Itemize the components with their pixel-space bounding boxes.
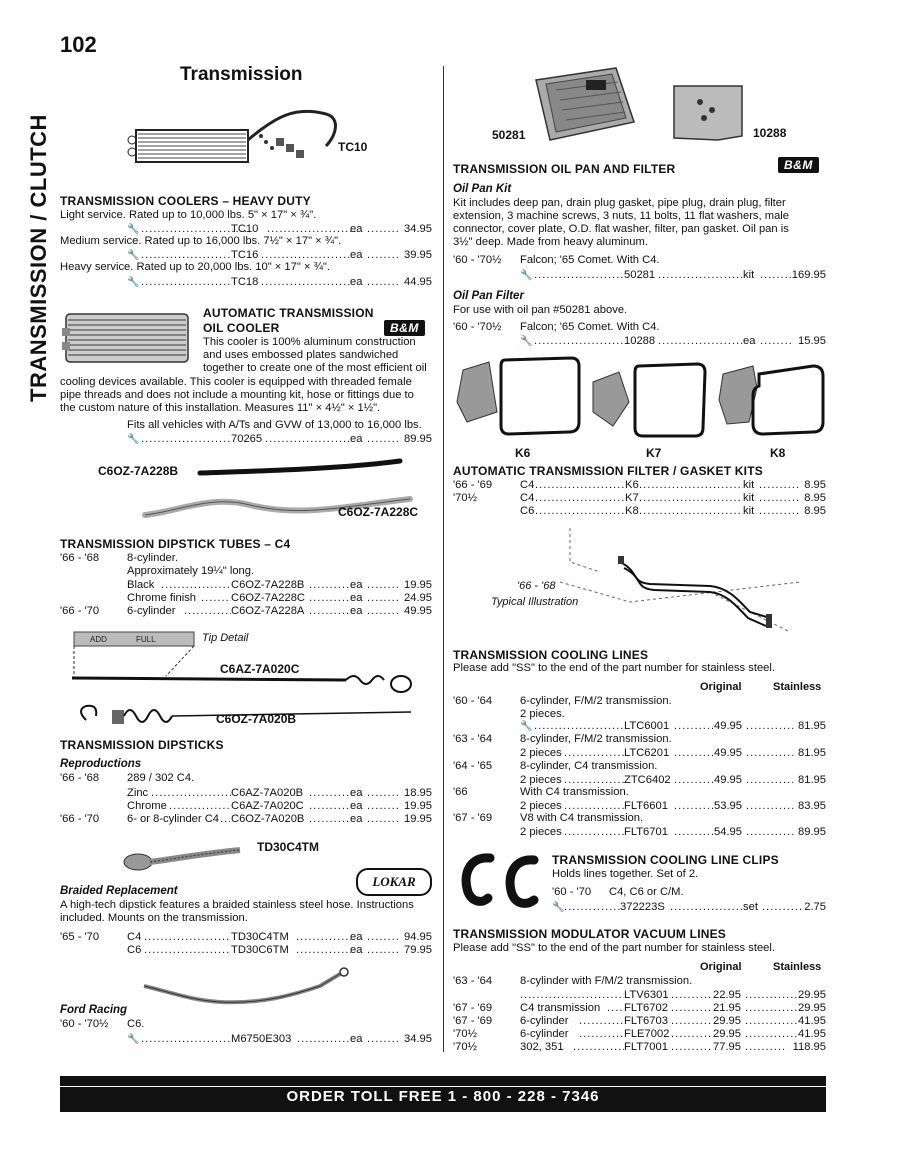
oil-cooler-fits: Fits all vehicles with A/Ts and GVW of 13,000 to 16,000 lbs.: [127, 419, 422, 431]
price-row: '67 - '69 C4 transmission ..... FLT6702 ..... 21.95 ..... 29.95: [453, 1001, 826, 1015]
price-row: Black ..... C6OZ-7A228B ..... ea ..... 19.95: [127, 578, 432, 592]
label-tc10: TC10: [338, 140, 368, 154]
desc: 8-cylinder with F/M/2 transmission.: [520, 975, 693, 987]
year: '67 - '69: [453, 812, 493, 824]
year: '60 - '70½: [453, 321, 502, 333]
svg-text:ADD: ADD: [90, 635, 107, 644]
label-10288: 10288: [753, 126, 787, 140]
oil-pan-illustration: [526, 60, 636, 148]
price-row: '70½ 6-cylinder ..... FLE7002 ..... 29.95 ..... 41.95: [453, 1027, 826, 1041]
sidebar-title: TRANSMISSION / CLUTCH: [26, 114, 51, 402]
typical-illustration-label: Typical Illustration: [491, 596, 579, 608]
price-row: '70½ C4 ..... K7 ..... kit ..... 8.95: [453, 491, 826, 505]
desc: 289 / 302 C4.: [127, 772, 195, 784]
dipstick-tubes-heading: TRANSMISSION DIPSTICK TUBES – C4: [60, 537, 291, 551]
modulator-note: Please add "SS" to the end of the part number for stainless steel.: [453, 942, 776, 954]
clips-desc: Holds lines together. Set of 2.: [552, 868, 699, 880]
price-row: C6 ..... K8 ..... kit ..... 8.95: [453, 504, 826, 518]
lokar-logo: LOKAR: [356, 868, 432, 896]
oil-cooler-line-1: This cooler is 100% aluminum construction: [203, 336, 416, 348]
bm-logo: B&M: [778, 157, 819, 173]
desc: Falcon; '65 Comet. With C4.: [520, 254, 660, 266]
oil-cooler-heading-1: AUTOMATIC TRANSMISSION: [203, 306, 374, 320]
label-k6: K6: [515, 446, 531, 460]
cooler-desc-2: Medium service. Rated up to 16,000 lbs. 7½" × 17" × ¾".: [60, 235, 342, 247]
price-row: '66 - '70 6-cylinder ..... C6OZ-7A228A ..... ea ..... 49.95: [60, 604, 432, 618]
col-stainless: Stainless: [773, 961, 822, 973]
desc: C6.: [127, 1018, 145, 1030]
price-row: 🔧 ..... 70265 ..... ea ..... 89.95: [127, 432, 432, 446]
oil-pan-kit-subheading: Oil Pan Kit: [453, 183, 512, 195]
oil-cooler-illustration: [60, 306, 195, 372]
year: '63 - '64: [453, 975, 493, 987]
cooling-lines-illustration: [540, 522, 820, 642]
oil-pan-heading: TRANSMISSION OIL PAN AND FILTER: [453, 162, 676, 176]
oil-filter-illustration: [668, 80, 748, 144]
price-row: 🔧 ..... 50281 ..... kit ..... 169.95: [520, 268, 826, 282]
clips-heading: TRANSMISSION COOLING LINE CLIPS: [552, 853, 779, 867]
year: '66 - '68: [60, 772, 100, 784]
oil-cooler-line-3: together to create one of the most efficient oil: [203, 362, 427, 374]
desc: C4, C6 or C/M.: [609, 886, 684, 898]
label-k8: K8: [770, 446, 786, 460]
price-row: '70½ 302, 351 ..... FLT7001 ..... 77.95 ..... 118.95: [453, 1040, 826, 1054]
oil-pan-filter-subheading: Oil Pan Filter: [453, 290, 524, 302]
label-c6oz-7a020b: C6OZ-7A020B: [216, 712, 297, 726]
desc: 6-cylinder, F/M/2 transmission.: [520, 695, 672, 707]
cooler-desc-1: Light service. Rated up to 10,000 lbs. 5" × 17" × ¾".: [60, 209, 317, 221]
price-row: 2 pieces ..... LTC6201 ..... 49.95 ..... 81.95: [520, 746, 826, 760]
year: '66: [453, 786, 468, 798]
price-row: Zinc ..... C6AZ-7A020B ..... ea ..... 18.95: [127, 786, 432, 800]
price-row: 🔧 ..... 372223S ..... set ..... 2.75: [552, 900, 826, 914]
label-tip-detail: Tip Detail: [202, 632, 249, 644]
label-50281: 50281: [492, 128, 526, 142]
price-row: 🔧 ..... TC16 ..... ea ..... 39.95: [127, 248, 432, 262]
cooling-lines-note: Please add "SS" to the end of the part number for stainless steel.: [453, 662, 776, 674]
oil-cooler-heading-2: OIL COOLER: [203, 321, 280, 335]
filter-gasket-kits-illustration: [453, 352, 831, 444]
coolers-heading: TRANSMISSION COOLERS – HEAVY DUTY: [60, 194, 311, 208]
svg-text:FULL: FULL: [136, 635, 156, 644]
price-row: '67 - '69 6-cylinder ..... FLT6703 ..... 29.95 ..... 41.95: [453, 1014, 826, 1028]
price-row: ..... LTV6301 ..... 22.95 ..... 29.95: [453, 988, 826, 1002]
tool-icon: 🔧: [552, 902, 565, 913]
ford-racing-subheading: Ford Racing: [60, 1004, 128, 1016]
desc: V8 with C4 transmission.: [520, 812, 644, 824]
price-row: Chrome ..... C6AZ-7A020C ..... ea ..... 19.95: [127, 799, 432, 813]
col-stainless: Stainless: [773, 681, 822, 693]
reproductions-subheading: Reproductions: [60, 758, 142, 770]
cooling-line-clips-illustration: [456, 848, 546, 912]
tool-icon: 🔧: [520, 270, 533, 281]
oil-pan-desc-3: connector, cover plate, O.D. flat washer, filter, pan gasket. Oil pan is: [453, 223, 789, 235]
order-toll-free: ORDER TOLL FREE 1 - 800 - 228 - 7346: [286, 1088, 600, 1105]
price-row: 🔧 ..... M6750E303 ..... ea ..... 34.95: [127, 1032, 432, 1046]
price-row: 🔧 ..... LTC6001 ..... 49.95 ..... 81.95: [520, 719, 826, 733]
tool-icon: 🔧: [520, 336, 533, 347]
page-number: 102: [60, 32, 97, 57]
year: '63 - '64: [453, 733, 493, 745]
oil-cooler-line-4: cooling devices available. This cooler is equipped with threaded female: [60, 376, 412, 388]
oil-cooler-line-2: and uses embossed plates sandwiched: [203, 349, 399, 361]
oil-pan-desc-4: 3½" deep. Made from heavy aluminum.: [453, 236, 648, 248]
label-td30c4tm: TD30C4TM: [257, 840, 320, 854]
braided-desc-2: included. Mounts on the transmission.: [60, 912, 248, 924]
cooler-desc-3: Heavy service. Rated up to 20,000 lbs. 10" × 17" × ¾".: [60, 261, 331, 273]
braided-subheading: Braided Replacement: [60, 885, 178, 897]
price-row: '66 - '70 6- or 8-cylinder C4 ..... C6OZ-7A020B ..... ea ..... 19.95: [60, 812, 432, 826]
desc: With C4 transmission.: [520, 786, 629, 798]
dipsticks-heading: TRANSMISSION DIPSTICKS: [60, 738, 224, 752]
tool-icon: 🔧: [127, 277, 140, 288]
label-c6oz-7a228c: C6OZ-7A228C: [338, 505, 419, 519]
tool-icon: 🔧: [127, 434, 140, 445]
modulator-heading: TRANSMISSION MODULATOR VACUUM LINES: [453, 927, 726, 941]
year: '60 - '70½: [60, 1018, 109, 1030]
price-row: 🔧 ..... TC18 ..... ea ..... 44.95: [127, 275, 432, 289]
label-c6az-7a020c: C6AZ-7A020C: [220, 662, 300, 676]
braided-dipstick-illustration: [120, 840, 250, 880]
column-divider: [443, 66, 444, 1052]
desc: Approximately 19¼" long.: [127, 565, 255, 577]
tool-icon: 🔧: [520, 721, 533, 732]
oil-pan-filter-desc: For use with oil pan #50281 above.: [453, 304, 628, 316]
oil-pan-desc-1: Kit includes deep pan, drain plug gasket, pipe plug, drain plug, filter: [453, 197, 786, 209]
price-row: 🔧 ..... 10288 ..... ea ..... 15.95: [520, 334, 826, 348]
price-row: 🔧 ..... TC10 ..... ea ..... 34.95: [127, 222, 432, 236]
price-row: '66 - '69 C4 ..... K6 ..... kit ..... 8.95: [453, 478, 826, 492]
cooling-lines-heading: TRANSMISSION COOLING LINES: [453, 648, 649, 662]
oil-pan-desc-2: extension, 3 machine screws, 3 nuts, 11 bolts, 11 flat washers, male: [453, 210, 789, 222]
tool-icon: 🔧: [127, 224, 140, 235]
desc: 8-cylinder.: [127, 552, 178, 564]
oil-cooler-line-5: pipe threads and does not include a mounting kit, hose or fittings due to: [60, 389, 414, 401]
transmission-cooler-illustration: [126, 106, 356, 168]
year: '60 - '64: [453, 695, 493, 707]
col-original: Original: [700, 681, 742, 693]
braided-desc-1: A high-tech dipstick features a braided stainless steel hose. Instructions: [60, 899, 414, 911]
typical-years: '66 - '68: [517, 580, 556, 592]
col-original: Original: [700, 961, 742, 973]
label-k7: K7: [646, 446, 662, 460]
price-row: 2 pieces ..... ZTC6402 ..... 49.95 ..... 81.95: [520, 773, 826, 787]
desc: Falcon; '65 Comet. With C4.: [520, 321, 660, 333]
price-row: '65 - '70 C4 ..... TD30C4TM ..... ea ..... 94.95: [60, 930, 432, 944]
price-row: C6 ..... TD30C6TM ..... ea ..... 79.95: [60, 943, 432, 957]
bm-logo: B&M: [384, 320, 425, 336]
year: '60 - '70½: [453, 254, 502, 266]
year: '60 - '70: [552, 886, 592, 898]
price-row: Chrome finish ..... C6OZ-7A228C ..... ea ..... 24.95: [127, 591, 432, 605]
desc: 8-cylinder, C4 transmission.: [520, 760, 658, 772]
ford-racing-dipstick-illustration: [140, 966, 360, 1014]
label-c6oz-7a228b: C6OZ-7A228B: [98, 464, 179, 478]
year: '66 - '68: [60, 552, 100, 564]
oil-cooler-line-6: the custom nature of this installation. Measures 11" × 4½" × 1½".: [60, 402, 381, 414]
year: '64 - '65: [453, 760, 493, 772]
desc: 2 pieces.: [520, 708, 565, 720]
desc: 8-cylinder, F/M/2 transmission.: [520, 733, 672, 745]
price-row: 2 pieces ..... FLT6701 ..... 54.95 ..... 89.95: [520, 825, 826, 839]
price-row: 2 pieces ..... FLT6601 ..... 53.95 ..... 83.95: [520, 799, 826, 813]
tool-icon: 🔧: [127, 250, 140, 261]
tool-icon: 🔧: [127, 1034, 140, 1045]
section-title: Transmission: [180, 64, 303, 85]
filter-kits-heading: AUTOMATIC TRANSMISSION FILTER / GASKET KITS: [453, 464, 763, 478]
